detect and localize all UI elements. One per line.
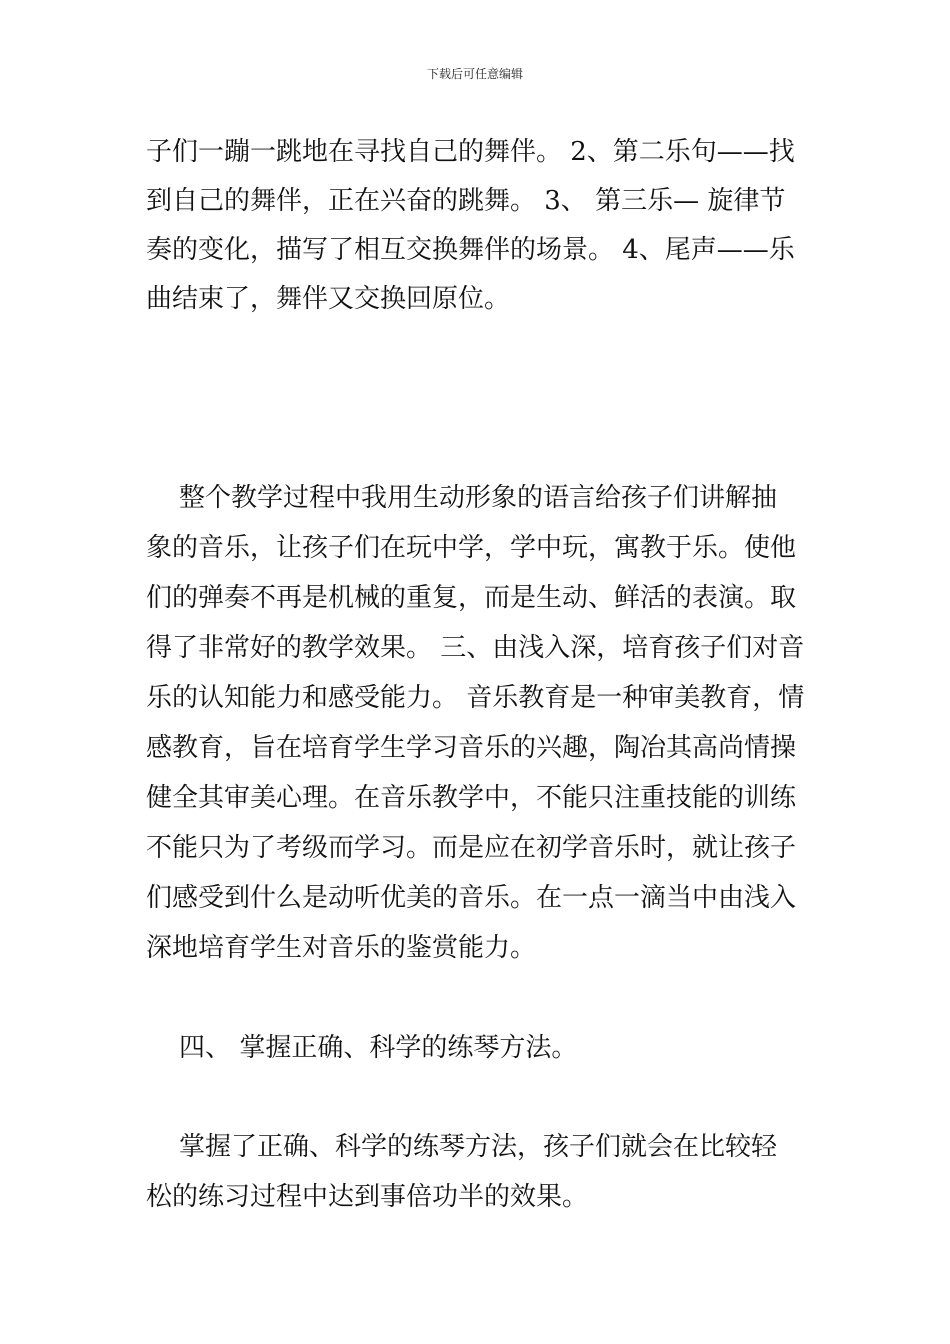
text-line: 们的弹奏不再是机械的重复，而是生动、鲜活的表演。取	[146, 583, 797, 613]
text-line: 整个教学过程中我用生动形象的语言给孩子们讲解抽	[146, 483, 778, 513]
text-line: 掌握了正确、科学的练琴方法，孩子们就会在比较轻	[146, 1132, 778, 1162]
text-line: 深地培育学生对音乐的鉴赏能力。	[146, 933, 537, 963]
page-header: 下载后可任意编辑	[426, 67, 523, 81]
text-line: 象的音乐，让孩子们在玩中学，学中玩，寓教于乐。使他	[146, 533, 797, 563]
text-line: 乐的认知能力和感受能力。 音乐教育是一种审美教育，情	[146, 683, 805, 713]
text-line: 子们一蹦一跳地在寻找自己的舞伴。 2、第二乐句——找	[146, 137, 795, 167]
section-heading: 四、 掌握正确、科学的练琴方法。	[146, 1033, 578, 1063]
text-line: 得了非常好的教学效果。 三、由浅入深，培育孩子们对音	[146, 633, 805, 663]
text-line: 曲结束了，舞伴又交换回原位。	[146, 284, 511, 314]
text-line: 不能只为了考级而学习。而是应在初学音乐时，就让孩子	[146, 833, 797, 863]
text-line: 到自己的舞伴，正在兴奋的跳舞。 3、 第三乐— 旋律节	[146, 186, 786, 216]
text-line: 奏的变化，描写了相互交换舞伴的场景。 4、尾声——乐	[146, 235, 795, 265]
text-line: 健全其审美心理。在音乐教学中，不能只注重技能的训练	[146, 783, 797, 813]
text-line: 们感受到什么是动听优美的音乐。在一点一滴当中由浅入	[146, 883, 797, 913]
text-line: 松的练习过程中达到事倍功半的效果。	[146, 1182, 589, 1212]
text-line: 感教育，旨在培育学生学习音乐的兴趣，陶冶其高尚情操	[146, 733, 797, 763]
